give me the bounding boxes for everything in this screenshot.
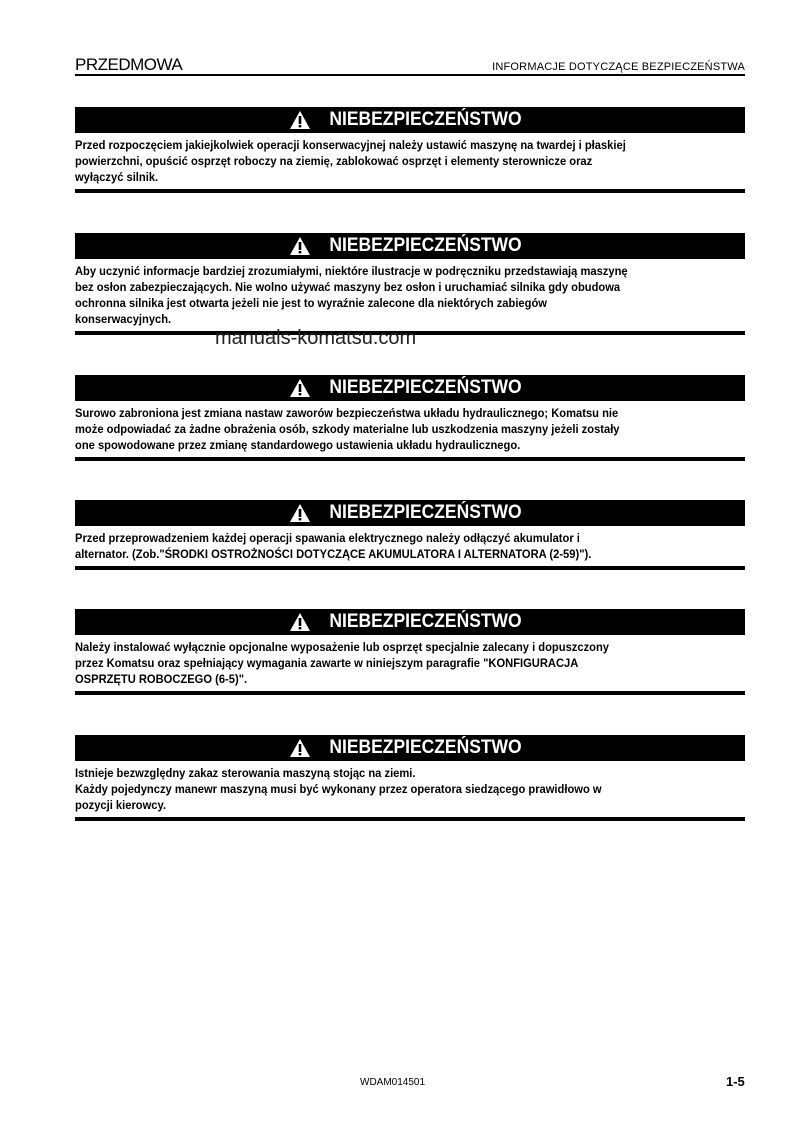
notice-rule (75, 691, 745, 695)
danger-header (75, 233, 745, 259)
notice-text-line: Przed przeprowadzeniem każdej operacji spawania elektrycznego należy odłączyć akumulator i (75, 531, 580, 545)
notice-text (75, 530, 698, 562)
notice-text-line: powierzchni, opuścić osprzęt roboczy na ziemię, zablokować osprzęt i elementy sterownicze oraz (75, 154, 593, 168)
danger-header (75, 500, 745, 526)
notice-text (75, 405, 698, 453)
notice-text-line: ochronna silnika jest otwarta jeżeli nie jest to wyraźnie zalecone dla niektórych zabiegów (75, 296, 547, 310)
danger-notice (75, 735, 745, 821)
notice-text-line: Każdy pojedynczy manewr maszyną musi być wykonany przez operatora siedzącego prawidłowo w (75, 782, 602, 796)
danger-title: NIEBEZPIECZEŃSTWO (329, 235, 523, 256)
danger-header (75, 735, 745, 761)
danger-header (75, 609, 745, 635)
danger-title: NIEBEZPIECZEŃSTWO (329, 502, 523, 523)
notice-rule (75, 817, 745, 821)
danger-header (75, 107, 745, 133)
warning-triangle-icon (289, 738, 311, 758)
header-rule (75, 74, 745, 76)
notice-text-line: one spowodowane przez zmianę standardowego ustawienia układu hydraulicznego. (75, 438, 521, 452)
danger-notice (75, 107, 745, 193)
danger-notice (75, 500, 745, 570)
danger-title: NIEBEZPIECZEŃSTWO (329, 109, 523, 130)
notice-text-line: Przed rozpoczęciem jakiejkolwiek operacji konserwacyjnej należy ustawić maszynę na twardej i płaskiej (75, 138, 626, 152)
notice-text-line: alternator. (Zob."ŚRODKI OSTROŻNOŚCI DOTYCZĄCE AKUMULATORA I ALTERNATORA (2-59)"). (75, 547, 592, 561)
section-title: PRZEDMOWA (75, 55, 183, 74)
warning-triangle-icon (289, 378, 311, 398)
watermark: manuals-komatsu.com (215, 327, 417, 349)
warning-triangle-icon (289, 236, 311, 256)
danger-title: NIEBEZPIECZEŃSTWO (329, 377, 523, 398)
notice-text-line: Istnieje bezwzględny zakaz sterowania maszyną stojąc na ziemi. (75, 766, 416, 780)
notice-text-line: bez osłon zabezpieczających. Nie wolno używać maszyny bez osłon i uruchamiać silnika gdy obudowa (75, 280, 621, 294)
notice-rule (75, 566, 745, 570)
notice-text (75, 137, 698, 185)
danger-title: NIEBEZPIECZEŃSTWO (329, 737, 523, 758)
warning-triangle-icon (289, 110, 311, 130)
notice-text-line: Aby uczynić informacje bardziej zrozumiałymi, niektóre ilustracje w podręczniku przedstawiają maszynę (75, 264, 628, 278)
section-subtitle: INFORMACJE DOTYCZĄCE BEZPIECZEŃSTWA (492, 61, 745, 73)
notice-text-line: pozycji kierowcy. (75, 798, 166, 812)
danger-notice (75, 609, 745, 695)
document-code: WDAM014501 (360, 1077, 426, 1088)
notice-text (75, 639, 698, 687)
page-number: 1-5 (726, 1074, 745, 1089)
notice-text (75, 263, 698, 327)
notice-rule (75, 457, 745, 461)
danger-header (75, 375, 745, 401)
notice-text (75, 765, 698, 813)
notice-text-line: Należy instalować wyłącznie opcjonalne wyposażenie lub osprzęt specjalnie zalecany i dopuszczony (75, 640, 609, 654)
notice-text-line: może odpowiadać za żadne obrażenia osób, szkody materialne lub uszkodzenia maszyny jeżeli zostały (75, 422, 620, 436)
danger-notice (75, 375, 745, 461)
notice-text-line: konserwacyjnych. (75, 312, 172, 326)
notice-text-line: wyłączyć silnik. (75, 170, 159, 184)
notice-rule (75, 189, 745, 193)
notice-text-line: Surowo zabroniona jest zmiana nastaw zaworów bezpieczeństwa układu hydraulicznego; Komatsu nie (75, 406, 619, 420)
notice-text-line: OSPRZĘTU ROBOCZEGO (6-5)". (75, 672, 248, 686)
warning-triangle-icon (289, 503, 311, 523)
notice-text-line: przez Komatsu oraz spełniający wymagania zawarte w niniejszym paragrafie "KONFIGURACJA (75, 656, 579, 670)
danger-title: NIEBEZPIECZEŃSTWO (329, 611, 523, 632)
danger-notice (75, 233, 745, 335)
warning-triangle-icon (289, 612, 311, 632)
